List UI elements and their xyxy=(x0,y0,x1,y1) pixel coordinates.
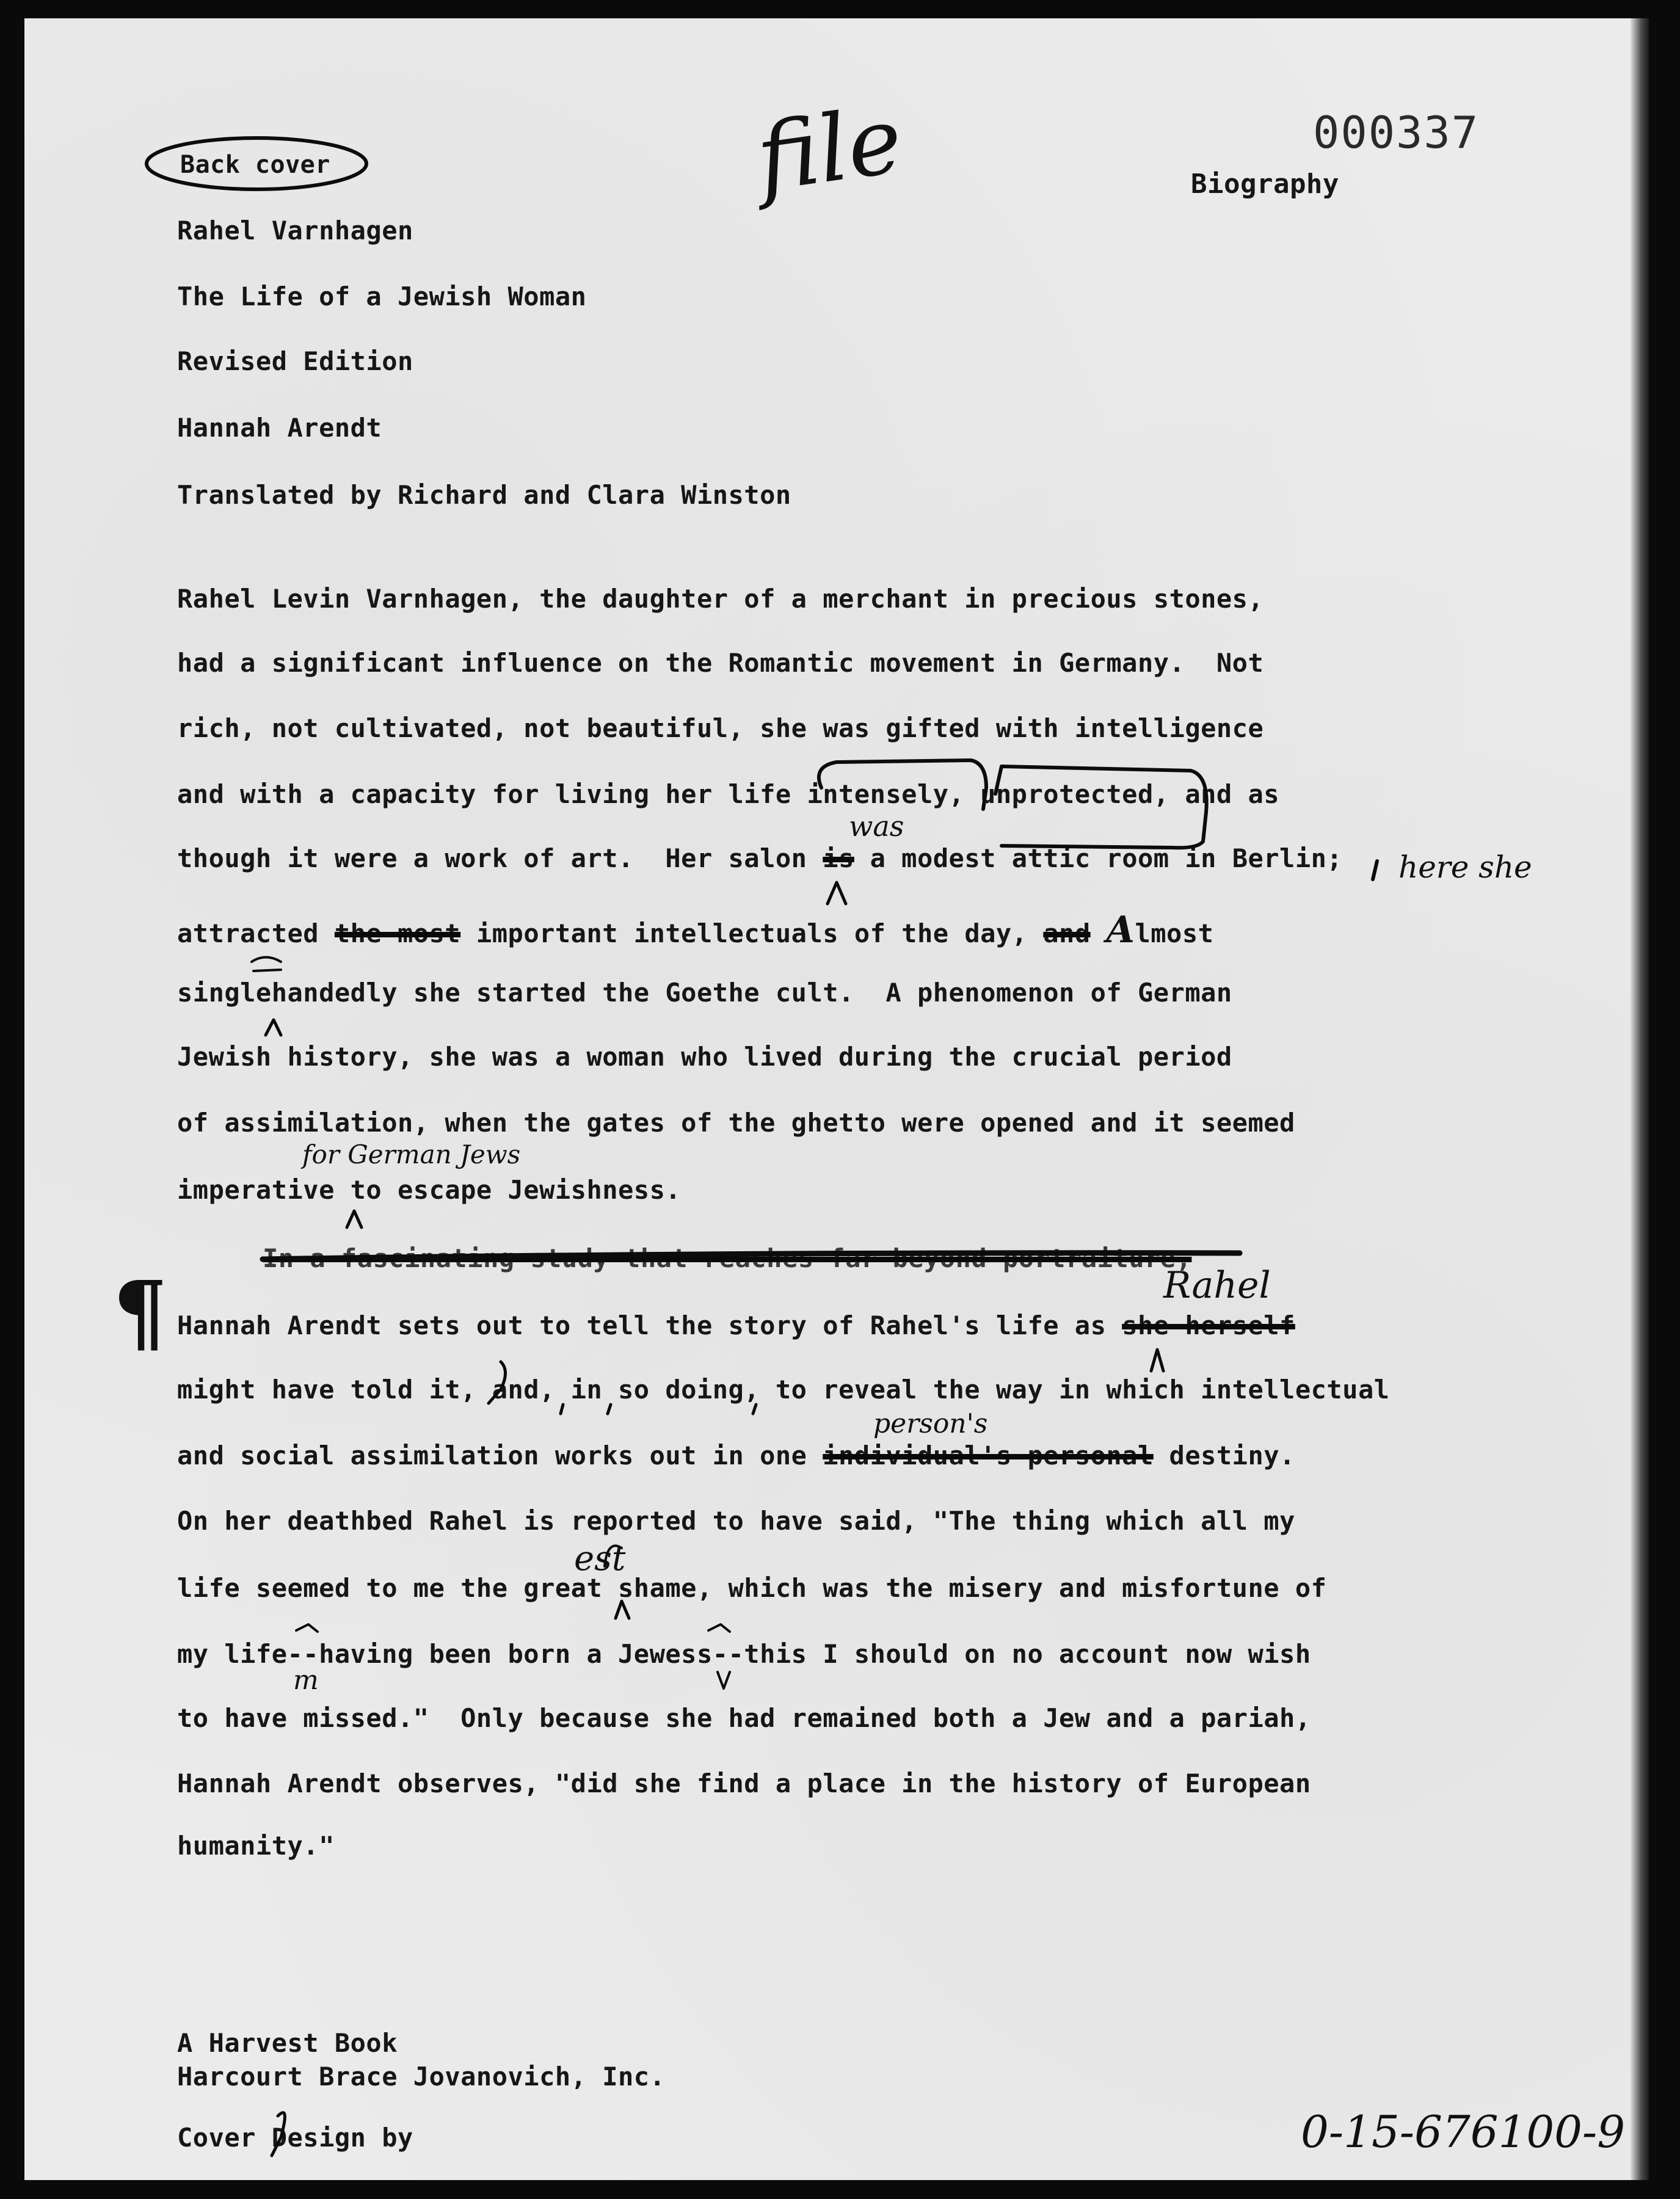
body-line-segment: attracted xyxy=(177,918,335,948)
category-label: Biography xyxy=(1191,169,1339,200)
struck-sentence: In a fascinating study that reaches far beyond portraiture, xyxy=(263,1243,1192,1273)
body-line: Jewish history, she was a woman who lived during the crucial period xyxy=(177,1042,1232,1072)
back-cover-label: Back cover xyxy=(180,151,330,179)
body-line: Hannah Arendt observes, "did she find a place in the history of European xyxy=(177,1768,1311,1798)
publisher: Harcourt Brace Jovanovich, Inc. xyxy=(177,2062,666,2092)
insertion-capital-a: A xyxy=(1106,909,1135,951)
body-line-segment: Hannah Arendt sets out to tell the story of Rahel's life as xyxy=(177,1310,1122,1340)
book-translators: Translated by Richard and Clara Winston xyxy=(177,480,791,510)
body-line-segment: a modest attic room in Berlin; xyxy=(854,843,1343,873)
insertion-rahel: Rahel xyxy=(1163,1264,1271,1307)
cover-design-credit: Cover Design by xyxy=(177,2123,413,2153)
body-line: life seemed to me the great shame, which was the misery and misfortune of xyxy=(177,1573,1327,1603)
insertion-was: was xyxy=(849,810,904,843)
book-subtitle: The Life of a Jewish Woman xyxy=(177,282,587,311)
pilcrow-mark: ¶ xyxy=(113,1263,168,1363)
body-line xyxy=(177,909,1214,951)
body-line-segment: lmost xyxy=(1135,918,1214,948)
body-line: of assimilation, when the gates of the ghetto were opened and it seemed xyxy=(177,1108,1295,1138)
body-line: On her deathbed Rahel is reported to have said, "The thing which all my xyxy=(177,1506,1295,1536)
file-handwritten-note: file xyxy=(751,87,909,213)
page-edge-shadow xyxy=(1631,18,1649,2180)
body-line-segment: and social assimilation works out in one xyxy=(177,1441,823,1470)
body-line: humanity." xyxy=(177,1831,335,1861)
struck-text-she-herself: she herself xyxy=(1122,1310,1295,1340)
body-line: might have told it, and, in so doing, to reveal the way in which intellectual xyxy=(177,1375,1390,1405)
body-line: to have missed." Only because she had remained both a Jew and a pariah, xyxy=(177,1703,1311,1733)
body-line-segment: destiny. xyxy=(1153,1441,1295,1470)
body-line xyxy=(177,843,1343,873)
body-line xyxy=(177,1310,1295,1340)
body-line: and with a capacity for living her life intensely, unprotected, and as xyxy=(177,779,1280,809)
document-number: 000337 xyxy=(1313,107,1480,158)
struck-text-is: is xyxy=(823,843,854,873)
insertion-persons: person's xyxy=(873,1408,988,1439)
imprint: A Harvest Book xyxy=(177,2028,398,2058)
body-line xyxy=(177,1443,1295,1469)
struck-text-the-most: the most xyxy=(334,918,461,948)
body-line: my life--having been born a Jewess--this I should on no account now wish xyxy=(177,1639,1311,1669)
body-line: imperative to escape Jewishness. xyxy=(177,1175,682,1205)
book-author: Hannah Arendt xyxy=(177,413,382,443)
body-line: singlehandedly she started the Goethe cult. A phenomenon of German xyxy=(177,978,1232,1008)
body-line-segment: important intellectuals of the day, xyxy=(460,918,1044,948)
struck-text-and: and xyxy=(1043,918,1091,948)
book-edition: Revised Edition xyxy=(177,346,413,376)
body-line: rich, not cultivated, not beautiful, she was gifted with intelligence xyxy=(177,713,1264,743)
insertion-for-german-jews: for German Jews xyxy=(302,1139,521,1169)
struck-text-individuals-personal: individual's personal xyxy=(823,1441,1154,1470)
body-line-segment: though it were a work of art. Her salon xyxy=(177,843,807,873)
body-line: Rahel Levin Varnhagen, the daughter of a merchant in precious stones, xyxy=(177,584,1264,614)
dash-correction-mark: m xyxy=(293,1665,319,1696)
insertion-est: est xyxy=(574,1539,626,1579)
book-author-title: Rahel Varnhagen xyxy=(177,216,413,245)
isbn-handwritten: 0-15-676100-9 xyxy=(1301,2106,1626,2157)
body-line: had a significant influence on the Romantic movement in Germany. Not xyxy=(177,648,1264,678)
insertion-here-she: here she xyxy=(1398,849,1532,885)
